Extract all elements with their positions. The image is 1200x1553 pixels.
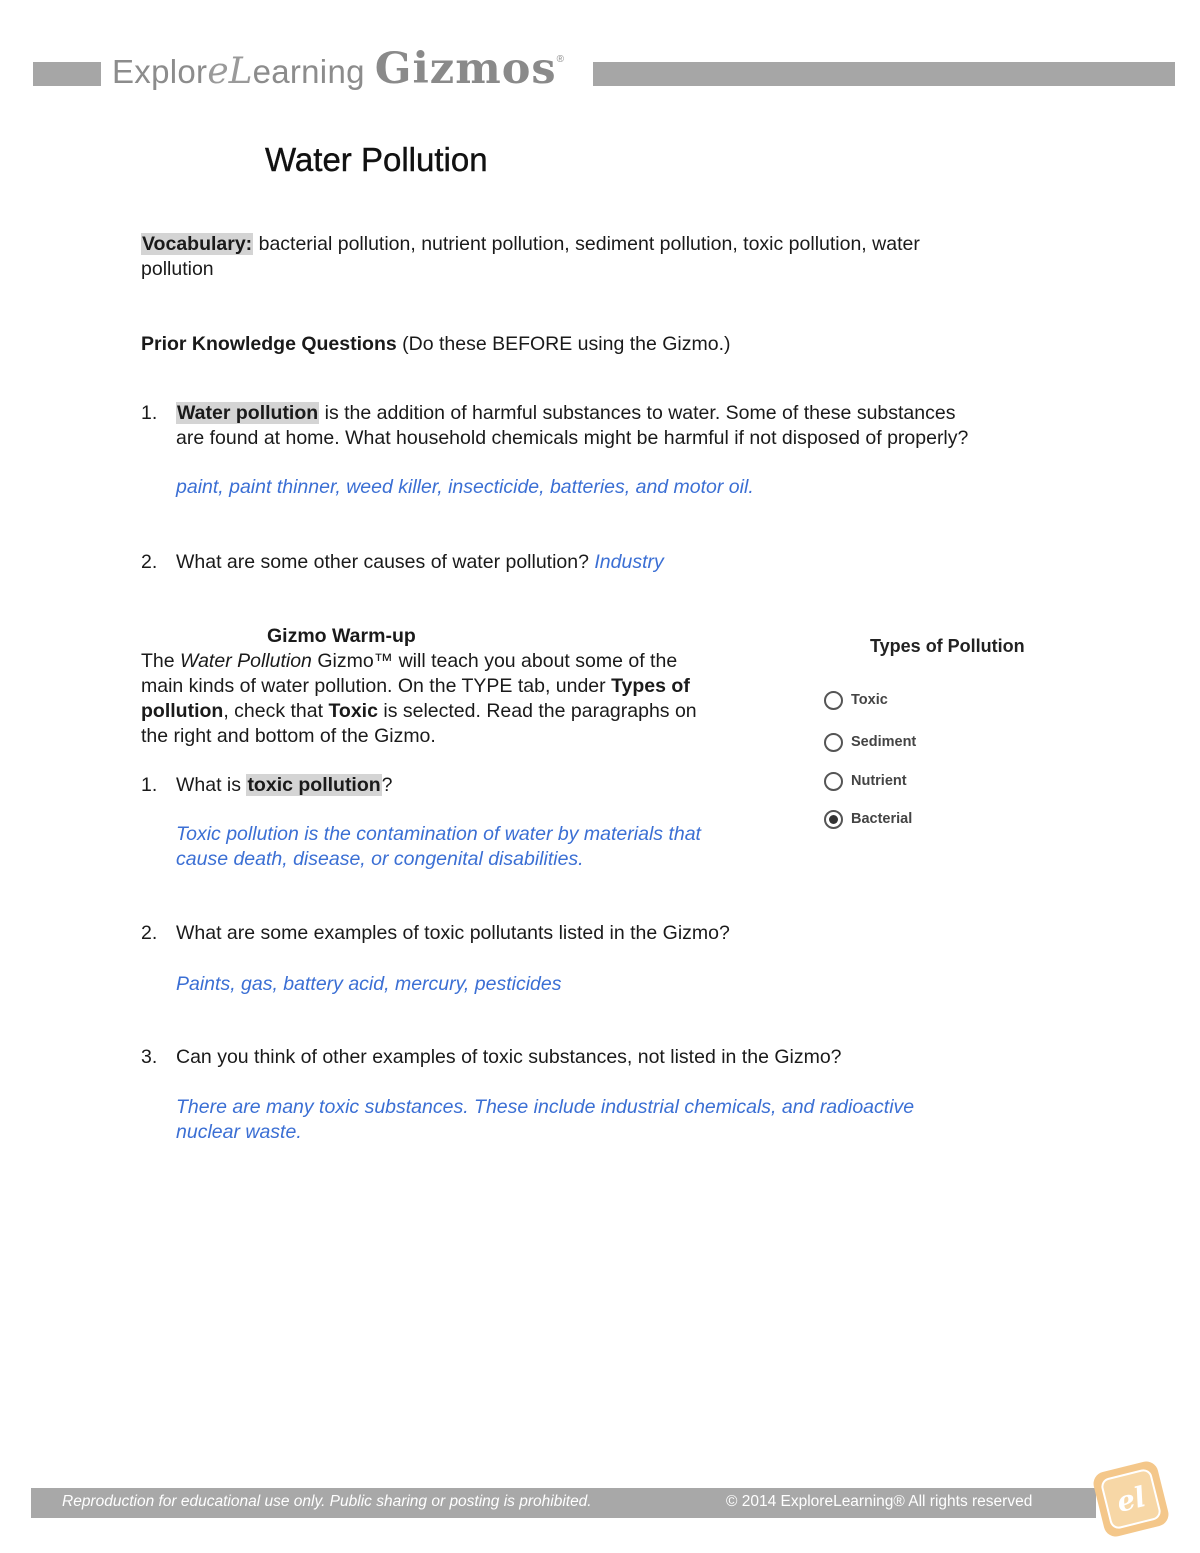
term-toxic-pollution: toxic pollution [247,774,381,796]
warmup-question-2: 2. What are some examples of toxic pollutants listed in the Gizmo? [141,922,730,944]
header-bar-left [33,62,101,86]
vocabulary-terms: bacterial pollution, nutrient pollution, sediment pollution, toxic pollution, water [253,233,920,255]
warmup-question-1: 1. What is toxic pollution? [141,774,393,796]
logo-mark: el [1099,1467,1162,1530]
radio-sediment[interactable]: Sediment [824,729,916,755]
prior-knowledge-heading: Prior Knowledge Questions (Do these BEFORE using the Gizmo.) [141,333,731,355]
warmup-paragraph: The Water Pollution Gizmo™ will teach you about some of the main kinds of water pollution. On the TYPE tab, under Types of pollution, check that Toxic is selected. Read the paragraphs on the right and bottom of the Gizmo. [141,650,697,747]
answer-text: There are many toxic substances. These include industrial chemicals, and radioactive nuclear waste. [176,1096,915,1143]
term-water-pollution: Water pollution [177,402,319,424]
question-number: 1. [141,402,158,424]
answer-text: Paints, gas, battery acid, mercury, pesticides [176,973,562,995]
radio-circle-icon[interactable] [824,772,843,791]
footer-disclaimer: Reproduction for educational use only. Public sharing or posting is prohibited. [62,1493,592,1510]
vocabulary-section [141,232,1041,282]
radio-circle-icon[interactable] [824,691,843,710]
radio-nutrient[interactable]: Nutrient [824,768,907,794]
explorelearning-logo-icon [1091,1459,1171,1539]
types-of-pollution-title: Types of Pollution [870,636,1025,656]
radio-selected-icon[interactable] [824,810,843,829]
answer-text: Toxic pollution is the contamination of water by materials that cause death, disease, or congenital disabilities. [176,823,701,870]
explorelearning-gizmos-logo: ExploreLearning Gizmos® [112,44,564,94]
footer-copyright: © 2014 ExploreLearning® All rights reserved [726,1493,1033,1510]
radio-toxic[interactable]: Toxic [824,687,888,713]
page-title: Water Pollution [265,141,488,178]
vocabulary-terms-cont: pollution [141,258,214,280]
radio-bacterial[interactable]: Bacterial [824,806,912,832]
radio-circle-icon[interactable] [824,733,843,752]
answer-text: Industry [594,551,664,573]
prior-question-2: 2. What are some other causes of water pollution? Industry [141,551,664,573]
answer-text: paint, paint thinner, weed killer, insecticide, batteries, and motor oil. [176,476,754,498]
header-bar-right [593,62,1175,86]
warmup-question-3: 3. Can you think of other examples of toxic substances, not listed in the Gizmo? [141,1046,842,1068]
warmup-heading: Gizmo Warm-up [267,625,416,647]
vocabulary-label: Vocabulary: [142,233,253,255]
prior-question-1: 1. Water pollution is the addition of harmful substances to water. Some of these substances are found at home. What household chemicals might be harmful if not disposed of properly? [141,402,969,449]
